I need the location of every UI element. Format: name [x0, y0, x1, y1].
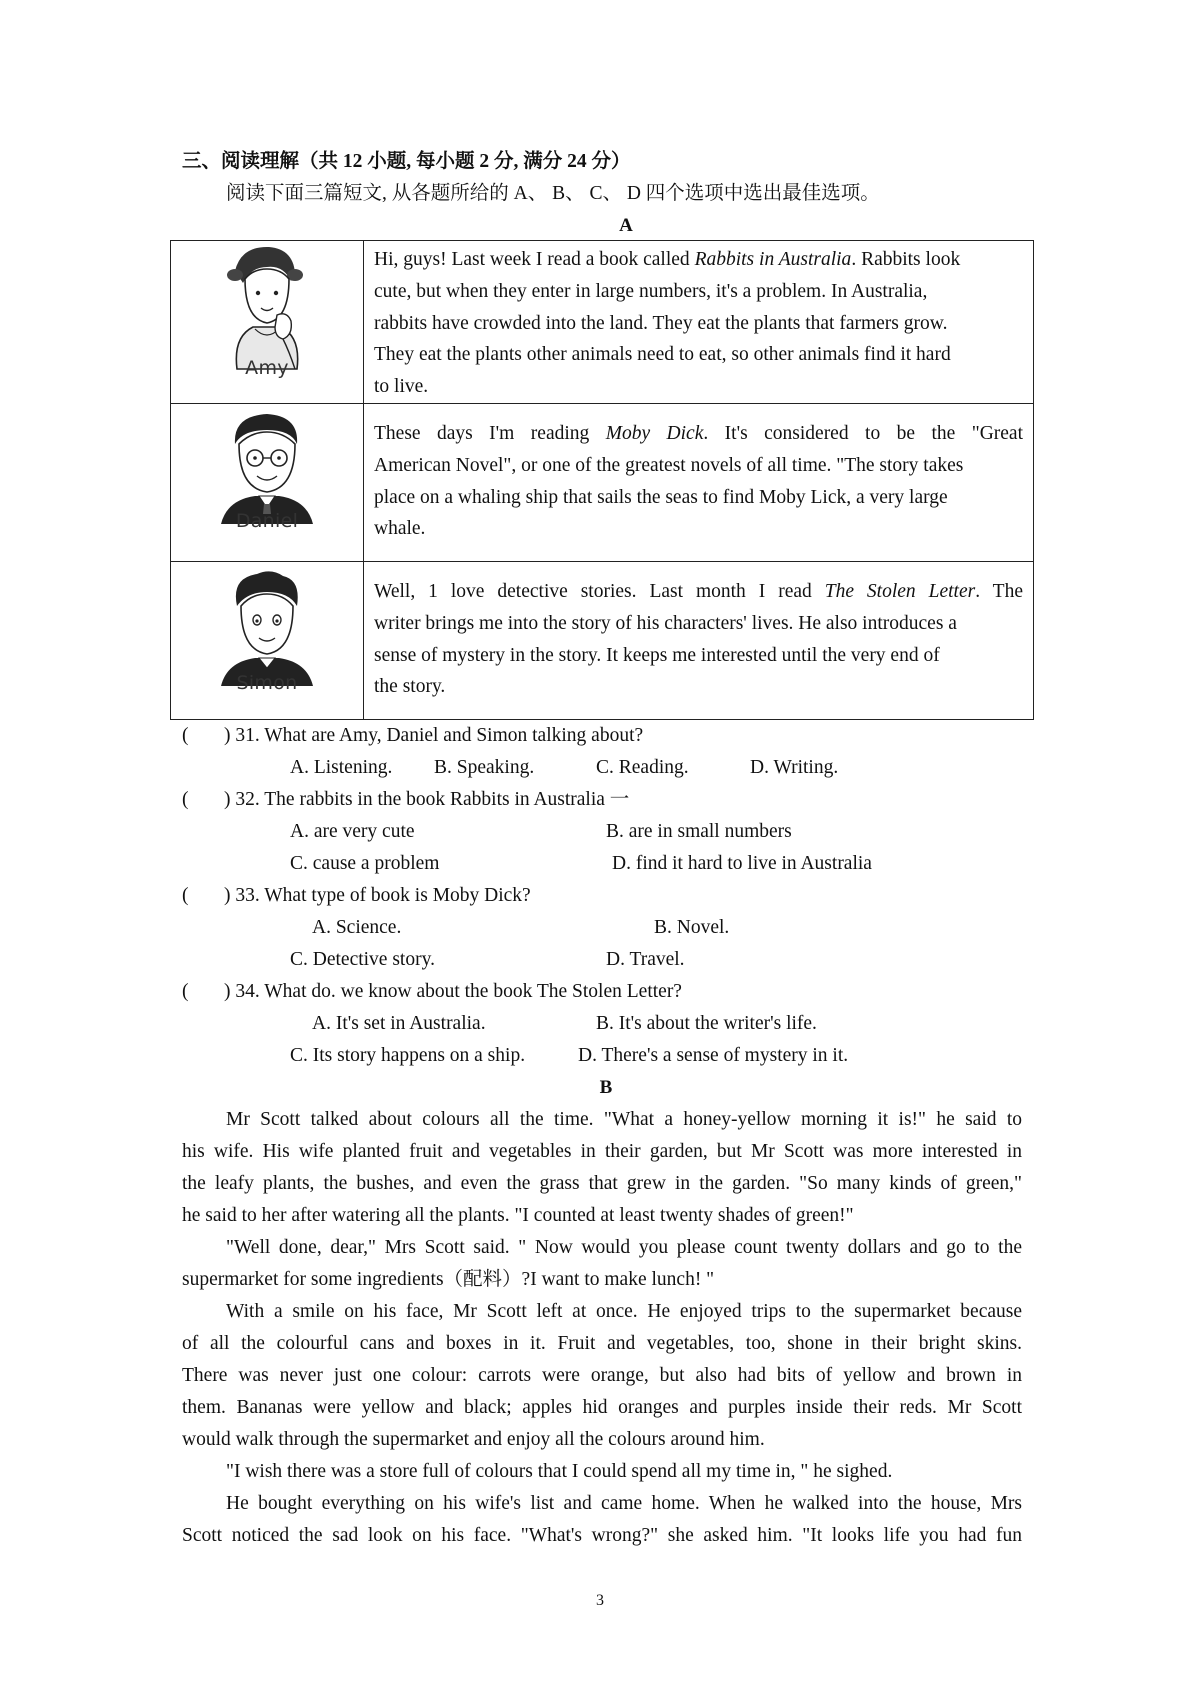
passage-b-line-12: "I wish there was a store full of colours that I could spend all my time in, " he sighed.	[226, 1461, 893, 1482]
picture-cell-daniel	[171, 403, 364, 561]
question-34-option-c[interactable]: C. Its story happens on a ship.	[290, 1045, 526, 1066]
part-b-label: B	[599, 1077, 613, 1098]
question-31-paren: (	[182, 725, 189, 746]
question-34-option-b[interactable]: B. It's about the writer's life.	[596, 1013, 817, 1034]
question-33-paren: (	[182, 885, 189, 906]
question-33-option-b[interactable]: B. Novel.	[654, 917, 730, 938]
passage-b-line-2: his wife. His wife planted fruit and vegetables in their garden, but Mr Scott was more interested in	[182, 1141, 1022, 1162]
daniel-line-3: place on a whaling ship that sails the seas to find Moby Lick, a very large	[374, 486, 948, 508]
text-cell-daniel	[364, 403, 1034, 561]
page-number: 3	[596, 1592, 604, 1609]
question-32-option-b[interactable]: B. are in small numbers	[606, 821, 792, 842]
passage-b-line-5: "Well done, dear," Mrs Scott said. " Now would you please count twenty dollars and go to the	[226, 1237, 1022, 1258]
question-32-option-c[interactable]: C. cause a problem	[290, 853, 440, 874]
passage-b-line-14: Scott noticed the sad look on his face. "What's wrong?" she asked him. "It looks life you had fun	[182, 1525, 1022, 1546]
question-31-option-d[interactable]: D. Writing.	[750, 757, 839, 778]
question-32-paren: (	[182, 789, 189, 810]
question-32-stem: ) 32. The rabbits in the book Rabbits in Australia 一	[224, 789, 630, 810]
daniel-line-1: These days I'm reading Moby Dick. It's considered to be the "Great	[374, 422, 1023, 444]
passage-b-line-11: would walk through the supermarket and enjoy all the colours around him.	[182, 1429, 765, 1450]
part-a-label: A	[619, 215, 633, 236]
table-row-simon	[171, 561, 1034, 719]
book-title-moby-dick: Moby Dick	[605, 422, 704, 444]
simon-line-2: writer brings me into the story of his characters' lives. He also introduces a	[374, 612, 957, 634]
picture-cell-simon	[171, 561, 364, 719]
question-31-option-a[interactable]: A. Listening.	[290, 757, 393, 778]
passage-b-line-3: the leafy plants, the bushes, and even the grass that grew in the garden. "So many kinds of green,"	[182, 1173, 1022, 1194]
amy-line-2: cute, but when they enter in large numbers, it's a problem. In Australia,	[374, 280, 928, 302]
amy-line-4: They eat the plants other animals need to eat, so other animals find it hard	[374, 344, 951, 366]
simon-line-3: sense of mystery in the story. It keeps me interested until the very end of	[374, 644, 940, 666]
amy-line-5: to live.	[374, 376, 429, 398]
picture-name-amy: Amy	[245, 357, 289, 379]
picture-cell-amy	[171, 241, 364, 404]
text-cell-amy	[364, 241, 1034, 404]
daniel-portrait-icon	[171, 404, 363, 561]
daniel-line-2: American Novel", or one of the greatest novels of all time. "The story takes	[374, 454, 964, 476]
passage-b-line-6: supermarket for some ingredients（配料）?I want to make lunch! "	[182, 1269, 715, 1290]
simon-line-4: the story.	[374, 676, 446, 698]
amy-line-3: rabbits have crowded into the land. They eat the plants that farmers grow.	[374, 312, 948, 334]
passage-b-line-13: He bought everything on his wife's list and came home. When he walked into the house, Mrs	[226, 1493, 1022, 1514]
book-title-rabbits: Rabbits in Australia	[694, 249, 852, 270]
question-32-option-d[interactable]: D. find it hard to live in Australia	[612, 853, 872, 874]
question-33-option-c[interactable]: C. Detective story.	[290, 949, 435, 970]
table-row-amy	[171, 241, 1034, 404]
daniel-line-4: whale.	[374, 518, 426, 540]
question-31-stem: ) 31. What are Amy, Daniel and Simon talking about?	[224, 725, 644, 746]
picture-name-simon: Simon	[236, 671, 298, 694]
passage-b-line-8: of all the colourful cans and boxes in it. Fruit and vegetables, too, shone in their bright skins.	[182, 1333, 1022, 1354]
passage-b-line-7: With a smile on his face, Mr Scott left at once. He enjoyed trips to the supermarket because	[226, 1301, 1022, 1322]
question-31-option-b[interactable]: B. Speaking.	[434, 757, 535, 778]
amy-line-1: Hi, guys! Last week I read a book called Rabbits in Australia. Rabbits look	[374, 249, 961, 270]
table-row-daniel	[171, 403, 1034, 561]
passage-b-line-4: he said to her after watering all the plants. "I counted at least twenty shades of green!"	[182, 1205, 854, 1226]
text-cell-simon	[364, 561, 1034, 719]
question-31-option-c[interactable]: C. Reading.	[596, 757, 689, 778]
question-32-option-a[interactable]: A. are very cute	[290, 821, 415, 842]
question-33-option-a[interactable]: A. Science.	[312, 917, 402, 938]
reading-table	[170, 240, 1034, 720]
book-title-stolen-letter: The Stolen Letter	[824, 580, 976, 602]
passage-b-line-10: them. Bananas were yellow and black; apples hid oranges and purples inside their reds. Mr Scott	[182, 1397, 1022, 1418]
question-34-paren: (	[182, 981, 189, 1002]
question-33-option-d[interactable]: D. Travel.	[606, 949, 685, 970]
question-34-option-d[interactable]: D. There's a sense of mystery in it.	[578, 1045, 849, 1066]
question-34-option-a[interactable]: A. It's set in Australia.	[312, 1013, 486, 1034]
picture-name-daniel: Daniel	[235, 509, 299, 532]
section-heading: 三、阅读理解（共 12 小题, 每小题 2 分, 满分 24 分）	[182, 151, 631, 172]
simon-portrait-icon	[171, 562, 363, 719]
question-33-stem: ) 33. What type of book is Moby Dick?	[224, 885, 531, 906]
passage-b-line-9: There was never just one colour: carrots were orange, but also had bits of yellow and brown in	[182, 1365, 1022, 1386]
section-instructions: 阅读下面三篇短文, 从各题所给的 A、 B、 C、 D 四个选项中选出最佳选项。	[226, 183, 880, 204]
question-34-stem: ) 34. What do. we know about the book The Stolen Letter?	[224, 981, 682, 1002]
simon-line-1: Well, 1 love detective stories. Last month I read The Stolen Letter. The	[374, 580, 1023, 602]
passage-b-line-1: Mr Scott talked about colours all the time. "What a honey-yellow morning it is!" he said to	[226, 1109, 1022, 1130]
